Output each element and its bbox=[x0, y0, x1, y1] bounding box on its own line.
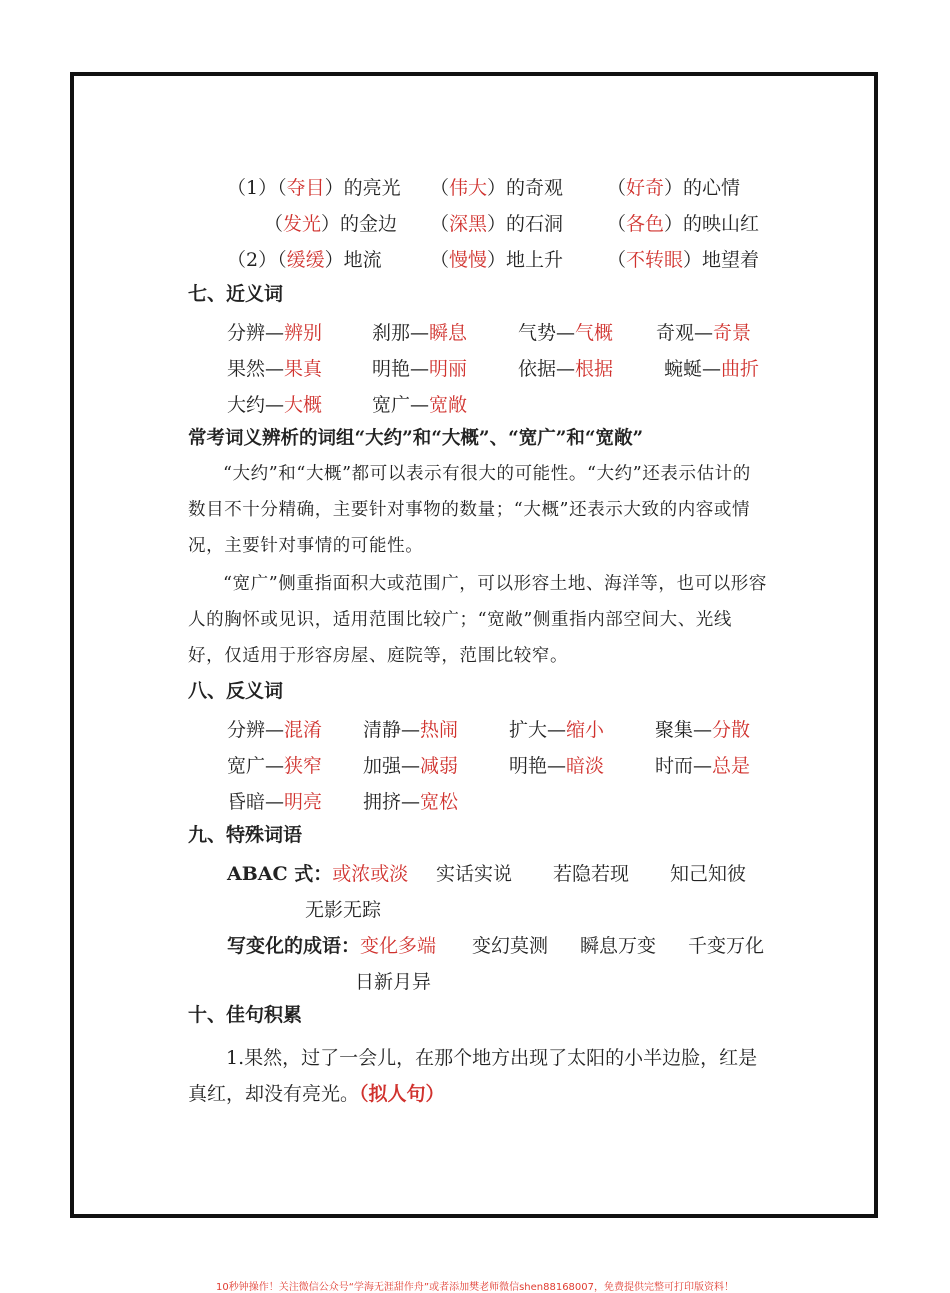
antonym-pair bbox=[363, 751, 458, 778]
fill-answer: 伟大 bbox=[449, 177, 488, 199]
change-word: 瞬息万变 bbox=[580, 935, 657, 957]
fill-item bbox=[607, 209, 759, 236]
synonym-pair bbox=[518, 354, 613, 381]
pair-word: 扩大— bbox=[509, 719, 567, 741]
section9-heading: 九、特殊词语 bbox=[188, 824, 303, 846]
change-word: 千变万化 bbox=[688, 935, 765, 957]
analysis-paragraph-1: “大约”和“大概”都可以表示有很大的可能性。“大约”还表示估计的数目不十分精确，主要针对事物的数量；“大概”还表示大致的内容或情况，主要针对事情的可能性。 bbox=[188, 464, 751, 556]
antonym-pair bbox=[227, 715, 322, 742]
pair-word: 宽广— bbox=[372, 394, 430, 416]
pair-word: 拥挤— bbox=[363, 791, 421, 813]
fill-post: ）的金边 bbox=[321, 213, 398, 235]
change-word: 变幻莫测 bbox=[472, 935, 549, 957]
pair-answer: 减弱 bbox=[420, 755, 459, 777]
abac-label: ABAC 式： bbox=[227, 863, 333, 885]
change-row bbox=[227, 931, 436, 958]
fill-pre: （ bbox=[430, 213, 450, 235]
fill-item bbox=[227, 245, 382, 272]
pair-word: 加强— bbox=[363, 755, 421, 777]
pair-answer: 狭窄 bbox=[284, 755, 323, 777]
fill-pre: （ bbox=[607, 177, 627, 199]
synonym-pair bbox=[518, 318, 613, 345]
pair-answer: 曲折 bbox=[721, 358, 760, 380]
fill-item bbox=[264, 209, 397, 236]
fill-pre: （ bbox=[430, 177, 450, 199]
antonym-pair bbox=[363, 715, 458, 742]
fill-item bbox=[430, 209, 563, 236]
fill-pre: （ bbox=[430, 249, 450, 271]
pair-answer: 大概 bbox=[284, 394, 323, 416]
abac-row bbox=[227, 859, 408, 886]
fill-pre: （1）（ bbox=[227, 177, 287, 199]
sentence-text: 1.果然，过了一会儿，在那个地方出现了太阳的小半边脸，红是真红，却没有亮光。 bbox=[188, 1047, 758, 1105]
pair-word: 蜿蜒— bbox=[664, 358, 722, 380]
fill-answer: 缓缓 bbox=[286, 249, 325, 271]
pair-word: 时而— bbox=[655, 755, 713, 777]
abac-word: 实话实说 bbox=[436, 863, 513, 885]
synonym-pair bbox=[372, 354, 467, 381]
fill-post: ）的奇观 bbox=[487, 177, 564, 199]
section10-heading: 十、佳句积累 bbox=[188, 1004, 303, 1026]
pair-word: 刹那— bbox=[372, 322, 430, 344]
fill-answer: 各色 bbox=[626, 213, 665, 235]
abac-word: 若隐若现 bbox=[553, 863, 630, 885]
fill-post: ）的心情 bbox=[664, 177, 741, 199]
sentence-block bbox=[188, 1040, 773, 1112]
antonym-pair bbox=[509, 715, 604, 742]
change-word: 日新月异 bbox=[355, 971, 432, 993]
change-answer: 变化多端 bbox=[360, 935, 437, 957]
fill-item bbox=[227, 173, 401, 200]
pair-word: 分辨— bbox=[227, 719, 285, 741]
change-label: 写变化的成语： bbox=[227, 935, 361, 957]
fill-post: ）的石洞 bbox=[487, 213, 564, 235]
antonym-pair bbox=[509, 751, 604, 778]
synonym-pair bbox=[664, 354, 759, 381]
pair-answer: 分散 bbox=[712, 719, 751, 741]
antonym-pair bbox=[363, 787, 458, 814]
pair-answer: 缩小 bbox=[566, 719, 605, 741]
fill-answer: 慢慢 bbox=[449, 249, 488, 271]
abac-answer: 或浓或淡 bbox=[332, 863, 409, 885]
pair-answer: 气概 bbox=[575, 322, 614, 344]
pair-answer: 明丽 bbox=[429, 358, 468, 380]
fill-item bbox=[430, 173, 563, 200]
fill-answer: 不转眼 bbox=[626, 249, 684, 271]
pair-answer: 宽松 bbox=[420, 791, 459, 813]
antonym-pair bbox=[227, 751, 322, 778]
pair-answer: 混淆 bbox=[284, 719, 323, 741]
pair-answer: 总是 bbox=[712, 755, 751, 777]
fill-item bbox=[607, 245, 759, 272]
synonym-pair bbox=[227, 318, 322, 345]
pair-word: 昏暗— bbox=[227, 791, 285, 813]
fill-post: ）的亮光 bbox=[324, 177, 401, 199]
pair-answer: 明亮 bbox=[284, 791, 323, 813]
pair-word: 分辨— bbox=[227, 322, 285, 344]
pair-word: 气势— bbox=[518, 322, 576, 344]
pair-answer: 果真 bbox=[284, 358, 323, 380]
pair-answer: 根据 bbox=[575, 358, 614, 380]
synonym-pair bbox=[656, 318, 751, 345]
analysis-heading: 常考词义辨析的词组“大约”和“大概”、“宽广”和“宽敞” bbox=[188, 428, 644, 449]
fill-pre: （ bbox=[607, 249, 627, 271]
fill-post: ）的映山红 bbox=[664, 213, 760, 235]
analysis-paragraph-2: “宽广”侧重指面积大或范围广，可以形容土地、海洋等，也可以形容人的胸怀或见识，适用范围比较广；“宽敞”侧重指内部空间大、光线好，仅适用于形容房屋、庭院等，范围比较窄。 bbox=[188, 574, 767, 666]
pair-word: 依据— bbox=[518, 358, 576, 380]
pair-answer: 辨别 bbox=[284, 322, 323, 344]
section7-heading: 七、近义词 bbox=[188, 283, 284, 305]
sentence-note: （拟人句） bbox=[359, 1083, 445, 1105]
fill-post: ）地望着 bbox=[683, 249, 760, 271]
abac-word: 知己知彼 bbox=[670, 863, 747, 885]
fill-answer: 好奇 bbox=[626, 177, 665, 199]
pair-word: 大约— bbox=[227, 394, 285, 416]
antonym-pair bbox=[655, 751, 750, 778]
fill-answer: 夺目 bbox=[286, 177, 325, 199]
pair-word: 宽广— bbox=[227, 755, 285, 777]
footer-note: 10秒钟操作！关注微信公众号“学海无涯甜作舟”或者添加樊老师微信shen88168007，免费提供完整可打印版资料！ bbox=[215, 1282, 735, 1293]
synonym-pair bbox=[227, 390, 322, 417]
fill-item bbox=[607, 173, 740, 200]
fill-post: ）地上升 bbox=[487, 249, 564, 271]
pair-answer: 热闹 bbox=[420, 719, 459, 741]
pair-word: 聚集— bbox=[655, 719, 713, 741]
synonym-pair bbox=[227, 354, 322, 381]
pair-word: 清静— bbox=[363, 719, 421, 741]
pair-word: 明艳— bbox=[372, 358, 430, 380]
pair-answer: 宽敞 bbox=[429, 394, 468, 416]
antonym-pair bbox=[227, 787, 322, 814]
fill-item bbox=[430, 245, 563, 272]
fill-post: ）地流 bbox=[324, 249, 382, 271]
pair-word: 奇观— bbox=[656, 322, 714, 344]
pair-answer: 暗淡 bbox=[566, 755, 605, 777]
fill-pre: （ bbox=[264, 213, 284, 235]
synonym-pair bbox=[372, 318, 467, 345]
fill-pre: （ bbox=[607, 213, 627, 235]
antonym-pair bbox=[655, 715, 750, 742]
fill-pre: （2）（ bbox=[227, 249, 287, 271]
fill-answer: 发光 bbox=[283, 213, 322, 235]
synonym-pair bbox=[372, 390, 467, 417]
pair-word: 明艳— bbox=[509, 755, 567, 777]
pair-answer: 奇景 bbox=[713, 322, 752, 344]
abac-word: 无影无踪 bbox=[305, 899, 382, 921]
section8-heading: 八、反义词 bbox=[188, 680, 284, 702]
pair-word: 果然— bbox=[227, 358, 285, 380]
fill-answer: 深黑 bbox=[449, 213, 488, 235]
pair-answer: 瞬息 bbox=[429, 322, 468, 344]
